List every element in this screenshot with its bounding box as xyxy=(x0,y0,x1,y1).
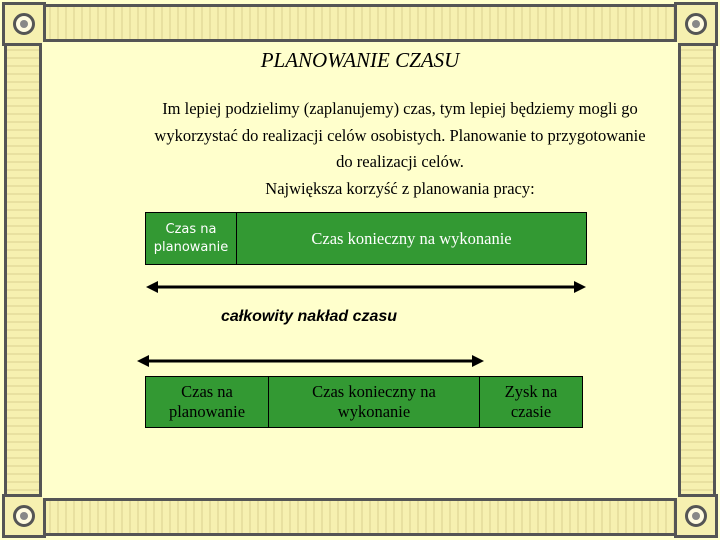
top-execution-label: Czas konieczny na wykonanie xyxy=(311,228,512,248)
top-planning-label: Czas na planowanie xyxy=(153,221,229,255)
paragraph-line: wykorzystać do realizacji celów osobistych. Planowanie to przygotowanie xyxy=(154,125,646,145)
bottom-planning-label: Czas na planowanie xyxy=(168,382,246,421)
bottom-execution-box xyxy=(268,376,480,428)
total-time-label: całkowity nakład czasu xyxy=(221,308,398,325)
time-gain-box xyxy=(479,376,583,428)
bottom-planning-box xyxy=(145,376,269,428)
slide-title: PLANOWANIE CZASU xyxy=(260,48,460,72)
paragraph-line: Największa korzyść z planowania pracy: xyxy=(265,178,535,198)
time-gain-label: Zysk na czasie xyxy=(504,382,558,421)
paragraph-line: do realizacji celów. xyxy=(336,152,464,171)
bottom-execution-label: Czas konieczny na wykonanie xyxy=(312,382,436,421)
paragraph-line: Im lepiej podzielimy (zaplanujemy) czas, tym lepiej będziemy mogli go xyxy=(162,99,638,118)
